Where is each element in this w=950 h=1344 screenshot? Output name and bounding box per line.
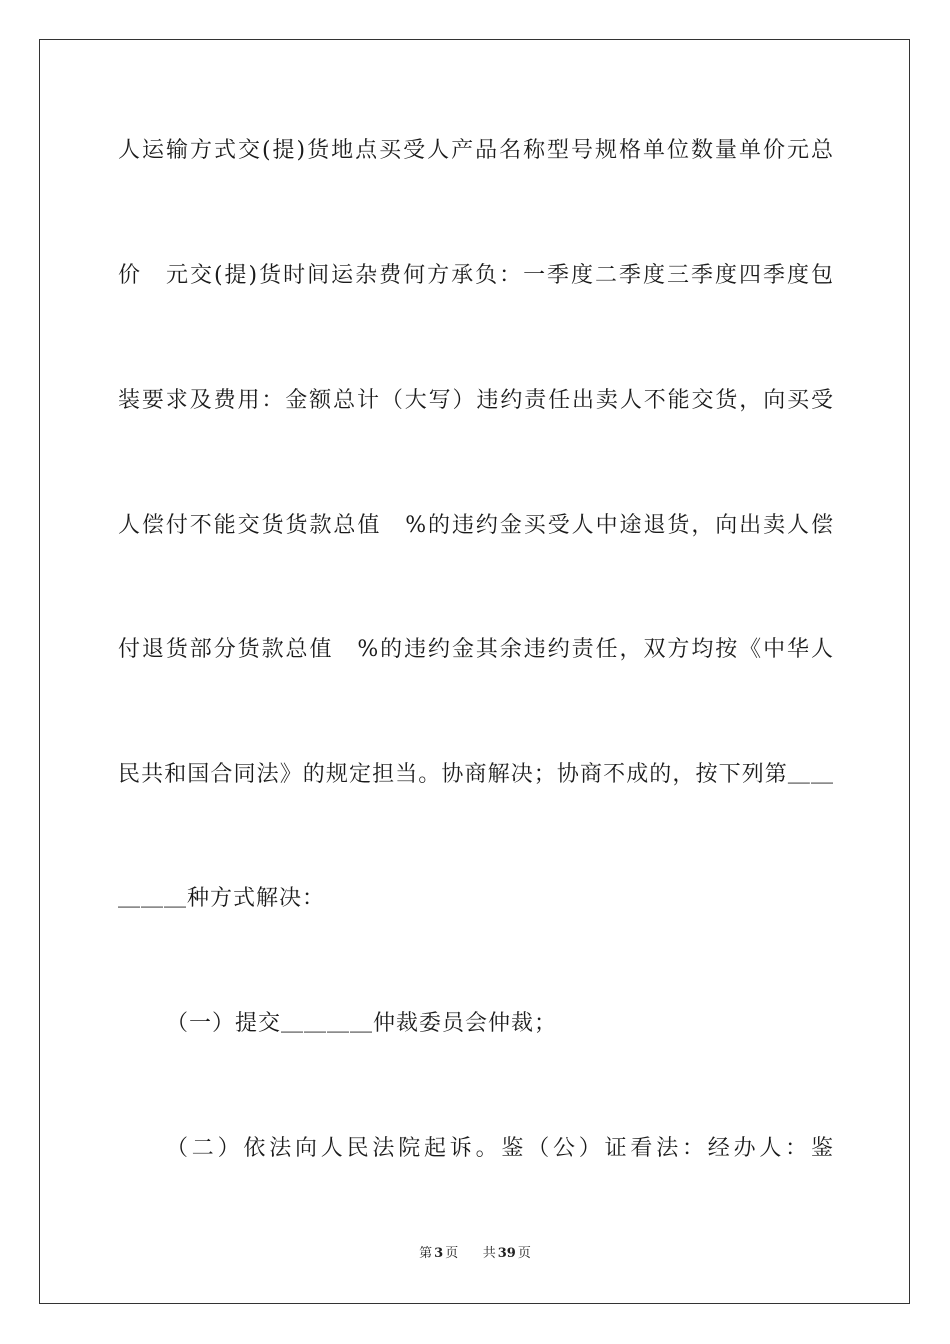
total-pages-label: 共 39 页 [482,1246,531,1261]
body-line-1: 人运输方式交(提)货地点买受人产品名称型号规格单位数量单价元总 [118,138,834,163]
page-border [39,39,910,1304]
body-line-4: 人偿付不能交货货款总值 %的违约金买受人中途退货，向出卖人偿 [118,513,834,538]
body-line-5: 付退货部分货款总值 %的违约金其余违约责任，双方均按《中华人 [118,637,834,662]
body-line-3: 装要求及费用：金额总计（大写）违约责任出卖人不能交货，向买受 [118,388,834,413]
body-line-2: 价 元交(提)货时间运杂费何方承负：一季度二季度三季度四季度包 [118,263,834,288]
page-number-label: 第 3 页 [419,1246,459,1261]
page-footer [0,1245,950,1263]
body-line-6: 民共和国合同法》的规定担当。协商解决；协商不成的，按下列第＿＿ [118,762,834,787]
body-line-7: ＿＿＿种方式解决： [118,886,326,911]
clause-item-2: （二）依法向人民法院起诉。鉴（公）证看法：经办人：鉴 [166,1136,834,1161]
clause-item-1: （一）提交＿＿＿＿仲裁委员会仲裁； [166,1011,558,1036]
